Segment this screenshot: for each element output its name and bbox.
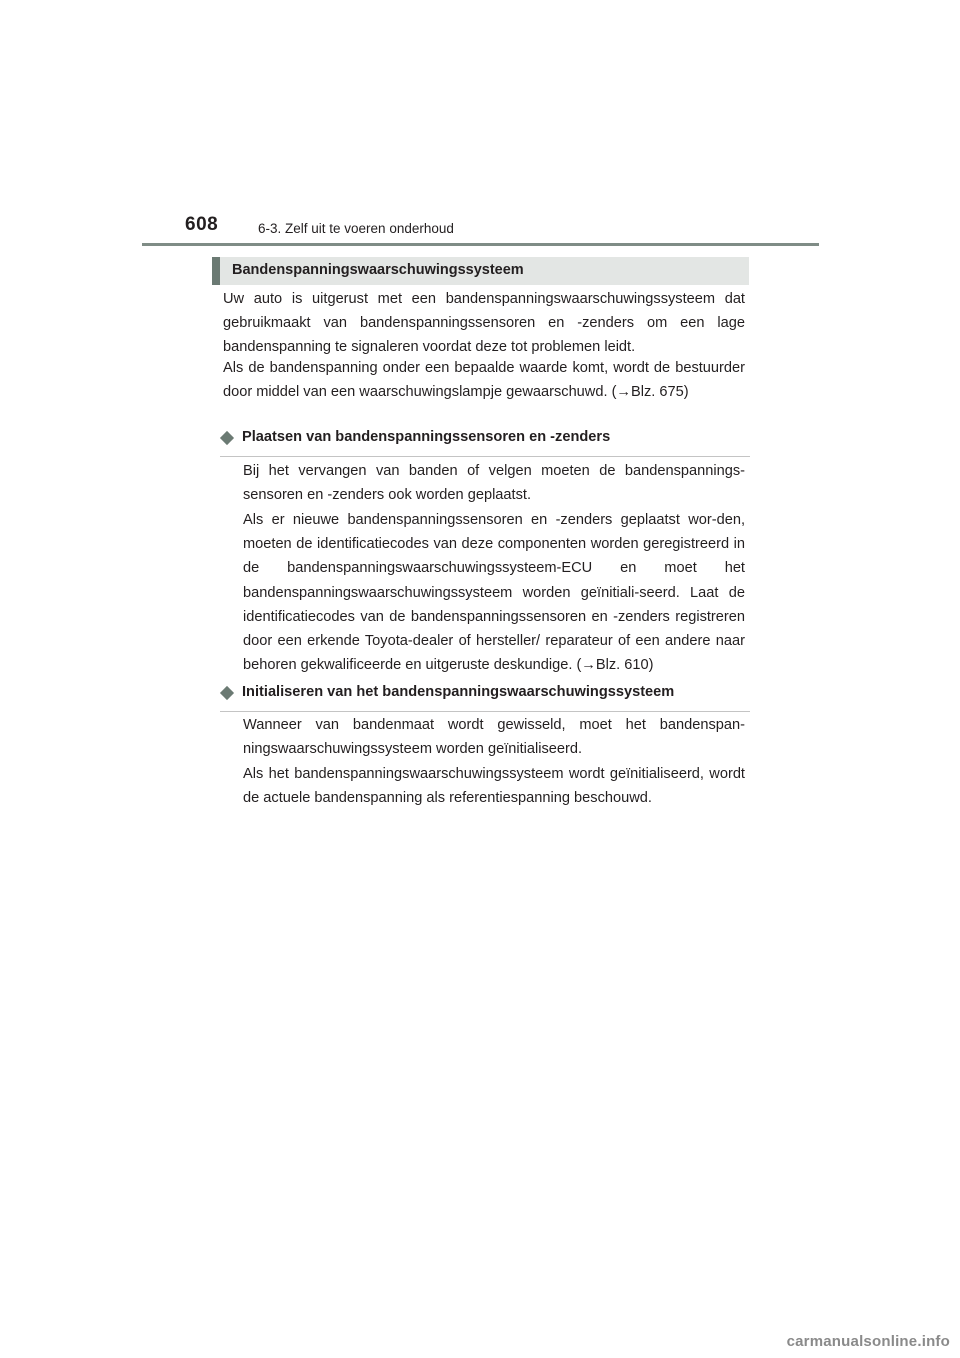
header-rule [142,243,819,246]
subsection-title-2: Initialiseren van het bandenspanningswaarschuwingssysteem [242,684,675,700]
subsection-2-paragraph-1: Wanneer van bandenmaat wordt gewisseld, moet het bandenspan-ningswaarschuwingssysteem worden geïnitialiseerd. [243,717,745,758]
diamond-bullet-icon [220,431,234,445]
subsection-heading-2 [220,684,750,712]
subsection-1-paragraph-2: Als er nieuwe bandenspanningssensoren en -zenders geplaatst wor-den, moeten de identificatiecodes van deze componenten worden geregistreerd in de bandenspanningswaarschuwingssysteem-ECU en moet het bandenspanningswaarschuwingssysteem worden geïnitiali-seerd. Laat de identificatiecodes van de bandenspanningssensoren en -zenders registreren door een erkende Toyota-dealer of hersteller/ reparateur of een andere naar behoren gekwalificeerde en uitgeruste deskundige. (→Blz. 610) [243,512,745,674]
subsection-2-paragraph-2: Als het bandenspanningswaarschuwingssysteem wordt geïnitialiseerd, wordt de actuele bandenspanning als referentiespanning beschouwd. [243,766,745,807]
intro-paragraph-1: Uw auto is uitgerust met een bandenspanningswaarschuwingssysteem dat gebruikmaakt van bandenspanningssensoren en -zenders om een lage bandenspanning te signaleren voordat deze tot problemen leidt. [223,291,745,356]
subsection-heading-1 [220,429,750,457]
intro-paragraph-2: Als de bandenspanning onder een bepaalde waarde komt, wordt de bestuurder door middel van een waarschuwingslampje gewaarschuwd. (→Blz. 675) [223,360,745,401]
section-heading-bar [212,257,749,285]
subsection-title-1: Plaatsen van bandenspanningssensoren en -zenders [242,429,611,445]
diamond-bullet-icon [220,686,234,700]
chapter-title: 6-3. Zelf uit te voeren onderhoud [258,221,454,236]
subsection-1-paragraph-1: Bij het vervangen van banden of velgen moeten de bandenspannings-sensoren en -zenders ook worden geplaatst. [243,463,745,504]
page-number: 608 [185,214,219,235]
watermark-footer[interactable]: carmanualsonline.info [786,1333,950,1350]
section-title: Bandenspanningswaarschuwingssysteem [232,262,524,278]
